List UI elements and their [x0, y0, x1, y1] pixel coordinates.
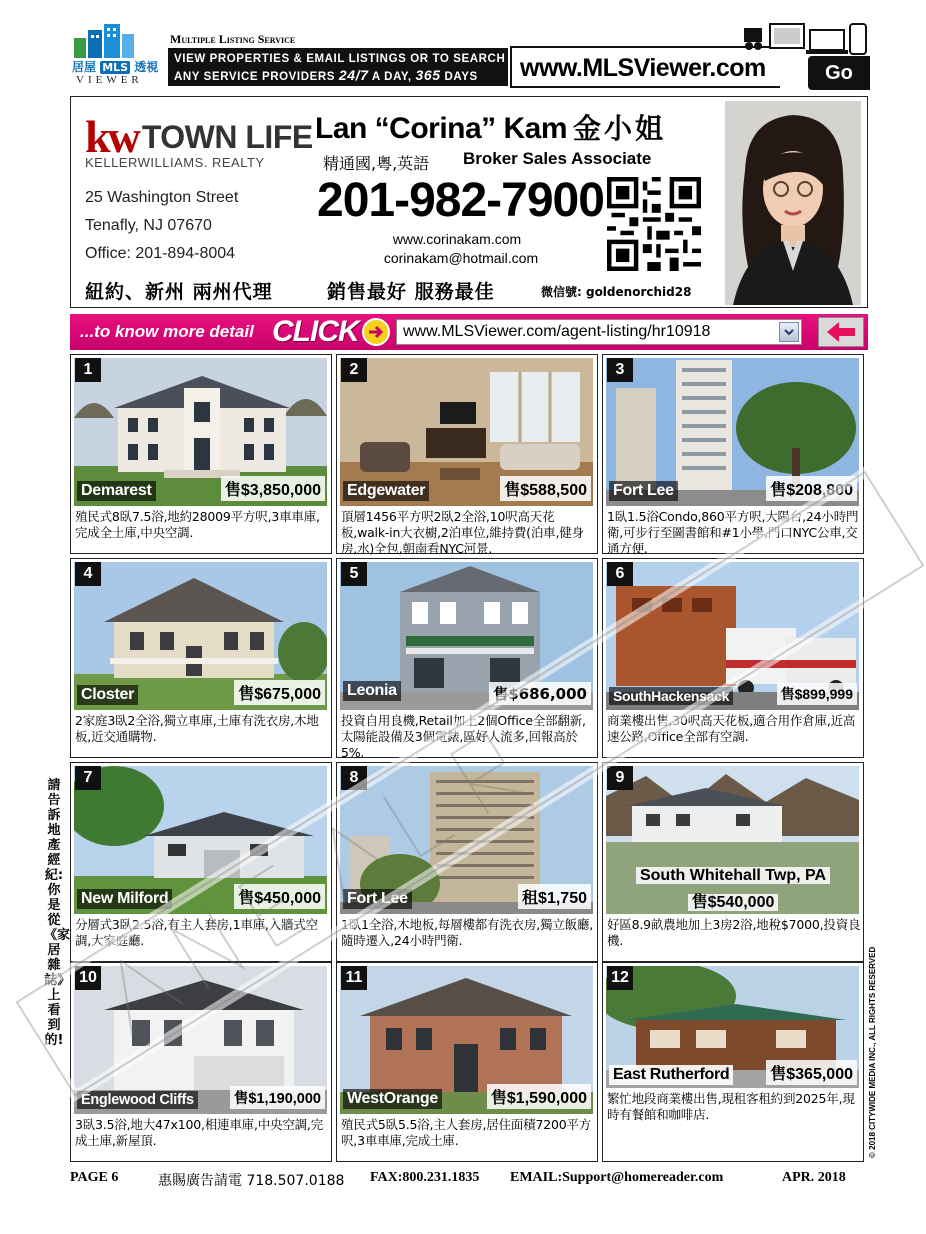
- qr-code-icon[interactable]: [607, 177, 701, 271]
- click-bar[interactable]: [70, 314, 868, 350]
- agent-listing-url-field[interactable]: [396, 319, 802, 345]
- listing-description: 頂層1456平方呎2臥2全浴,10呎高天花板,walk-in大衣櫥,2泊車位,維持費(泊車,健身房,水)全包,朝南看NYC河景.: [341, 509, 584, 556]
- tagline-line-1: VIEW PROPERTIES & EMAIL LISTINGS OR TO SEARCH: [174, 53, 506, 65]
- tagline-line-2: ANY SERVICE PROVIDERS 24/7 A DAY, 365 DAYS: [174, 67, 478, 83]
- listing-description: 商業樓出售,30呎高天花板,適合用作倉庫,近高速公路,Office全部有空調.: [607, 713, 856, 744]
- listing-city: East Rutherford: [609, 1065, 733, 1085]
- logo-text: 居屋 MLS 透視: [72, 60, 159, 74]
- listing-number: 12: [607, 966, 633, 990]
- listing-price: 售$1,590,000: [487, 1084, 591, 1109]
- listing-card[interactable]: [70, 558, 332, 758]
- listing-city: South Whitehall Twp, PA: [603, 867, 863, 885]
- listing-description: 殖民式5臥5.5浴,主人套房,居住面積7200平方呎,3車車庫,完成土庫.: [341, 1117, 592, 1148]
- listing-number: 6: [607, 562, 633, 586]
- slogan-service: 銷售最好 服務最佳: [327, 281, 495, 303]
- listing-description: 分層式3臥2.5浴,有主人套房,1車庫,入牆式空調,大家庭廳.: [75, 917, 318, 948]
- agent-card: [70, 96, 868, 308]
- click-word[interactable]: CLICK: [272, 315, 359, 348]
- mls-viewer-logo[interactable]: [70, 22, 160, 88]
- side-notice: 請告訴地產經紀:你是從《家居雜誌》上看到的!: [44, 778, 71, 1048]
- mls-tagline: [168, 48, 508, 86]
- listing-card[interactable]: [70, 962, 332, 1162]
- listing-price: 售$588,500: [500, 476, 591, 501]
- listing-price: 租$1,750: [518, 884, 591, 909]
- listing-card[interactable]: [602, 354, 864, 554]
- listing-description: 好區8.9畝農地加上3房2浴,地稅$7000,投資良機.: [607, 917, 861, 948]
- agent-title: Broker Sales Associate: [463, 149, 652, 168]
- agent-website[interactable]: www.corinakam.com: [392, 231, 522, 247]
- mls-banner: [70, 22, 870, 92]
- listing-number: 10: [75, 966, 101, 990]
- listing-city: New Milford: [77, 889, 172, 909]
- listing-city: Englewood Cliffs: [77, 1091, 198, 1109]
- mls-title: Multiple Listing Service: [170, 32, 296, 46]
- listing-description: 2家庭3臥2全浴,獨立車庫,土庫有洗衣房,木地板,近交通購物.: [75, 713, 319, 744]
- listing-number: 8: [341, 766, 367, 790]
- agent-name: [315, 107, 666, 147]
- page-number: PAGE 6: [70, 1170, 119, 1185]
- listing-number: 5: [341, 562, 367, 586]
- listing-city: WestOrange: [343, 1089, 442, 1109]
- mls-url[interactable]: www.MLSViewer.com: [520, 54, 766, 82]
- listing-price: 售$899,999: [777, 683, 857, 705]
- listing-number: 11: [341, 966, 367, 990]
- listing-card[interactable]: [70, 762, 332, 962]
- town-life-text: TOWN LIFE: [141, 119, 313, 155]
- listing-city: Edgewater: [343, 481, 429, 501]
- listing-card[interactable]: [336, 762, 598, 962]
- keller-williams-logo: [85, 111, 313, 170]
- agent-listing-url: www.MLSViewer.com/agent-listing/hr10918: [403, 323, 711, 340]
- listing-price: 售$208,800: [766, 476, 857, 501]
- listing-card[interactable]: [602, 762, 864, 962]
- advertising-phone: 惠賜廣告請電 718.507.0188: [158, 1173, 345, 1189]
- footer: [70, 1166, 870, 1190]
- listing-description: 投資自用良機,Retail加上2個Office全部翻新,太陽能設備及3個電錶,區好人流多,回報高於5%.: [341, 713, 586, 760]
- office-address-1: 25 Washington Street: [85, 189, 239, 206]
- listing-city: Demarest: [77, 481, 156, 501]
- listing-number: 7: [75, 766, 101, 790]
- listing-number: 9: [607, 766, 633, 790]
- listing-price: 售$365,000: [766, 1060, 857, 1085]
- office-address-2: Tenafly, NJ 07670: [85, 217, 212, 234]
- agent-photo: [725, 101, 861, 305]
- arrow-right-icon[interactable]: [362, 318, 390, 346]
- go-button[interactable]: Go: [808, 56, 870, 90]
- listing-price: 售$3,850,000: [221, 476, 325, 501]
- copyright: © 2018 CITYWIDE MEDIA INC., ALL RIGHTS RESERVED: [868, 946, 877, 1158]
- listing-city: Closter: [77, 685, 138, 705]
- agent-languages: 精通國,粵,英語: [323, 154, 430, 173]
- listing-city: Fort Lee: [343, 889, 412, 909]
- listing-card[interactable]: [602, 962, 864, 1162]
- listing-number: 1: [75, 358, 101, 382]
- buildings-icon: [70, 22, 160, 62]
- listing-description: 1臥1全浴,木地板,每層樓都有洗衣房,獨立飯廳,隨時遷入,24小時門衛.: [341, 917, 594, 948]
- keller-williams-text: KELLERWILLIAMS. REALTY: [85, 155, 265, 170]
- agent-name-en: Lan “Corina” Kam: [315, 112, 568, 145]
- click-lead-text: ...to know more detail: [80, 322, 254, 341]
- listing-card[interactable]: [336, 558, 598, 758]
- listing-price: 售$686,000: [489, 682, 591, 705]
- listing-description: 1臥1.5浴Condo,860平方呎,大陽台,24小時門衛,可步行至圖書館和#1小學,門口NYC公車,交通方便.: [607, 509, 859, 556]
- listing-description: 殖民式8臥7.5浴,地約28009平方呎,3車車庫,完成全土庫,中央空調.: [75, 509, 320, 540]
- logo-viewer-text: VIEWER: [76, 74, 143, 86]
- issue-date: APR. 2018: [782, 1170, 846, 1185]
- listing-city: SouthHackensack: [609, 687, 733, 705]
- listing-card[interactable]: [336, 962, 598, 1162]
- devices-icon: [740, 22, 870, 58]
- wechat-id: 微信號: goldenorchid28: [541, 285, 692, 299]
- listing-card[interactable]: [336, 354, 598, 554]
- listing-city: Fort Lee: [609, 481, 678, 501]
- listing-price: 售$540,000: [603, 889, 863, 912]
- listing-number: 2: [341, 358, 367, 382]
- fax-number: FAX:800.231.1835: [370, 1170, 480, 1185]
- kw-mark: kw: [85, 111, 138, 162]
- listing-price: 售$450,000: [234, 884, 325, 909]
- dropdown-icon[interactable]: [779, 322, 799, 342]
- agent-email[interactable]: corinakam@hotmail.com: [383, 250, 539, 266]
- listing-number: 4: [75, 562, 101, 586]
- slogan-agent: 紐約、新州 兩州代理: [85, 281, 273, 303]
- listing-description: 繁忙地段商業樓出售,現租客租約到2025年,現時有餐館和咖啡店.: [607, 1091, 855, 1122]
- listing-city: Leonia: [343, 681, 401, 701]
- listing-price: 售$1,190,000: [230, 1086, 325, 1109]
- agent-phone[interactable]: 201-982-7900: [317, 174, 604, 227]
- listing-price: 售$675,000: [234, 680, 325, 705]
- support-email[interactable]: EMAIL:Support@homereader.com: [510, 1170, 724, 1185]
- listing-card[interactable]: [70, 354, 332, 554]
- office-phone: Office: 201-894-8004: [85, 245, 236, 262]
- listing-number: 3: [607, 358, 633, 382]
- listing-description: 3臥3.5浴,地大47x100,相連車庫,中央空調,完成土庫,新屋頂.: [75, 1117, 323, 1148]
- agent-name-cn: 金小姐: [573, 112, 667, 145]
- back-arrow-icon[interactable]: [818, 317, 864, 347]
- listing-card[interactable]: [602, 558, 864, 758]
